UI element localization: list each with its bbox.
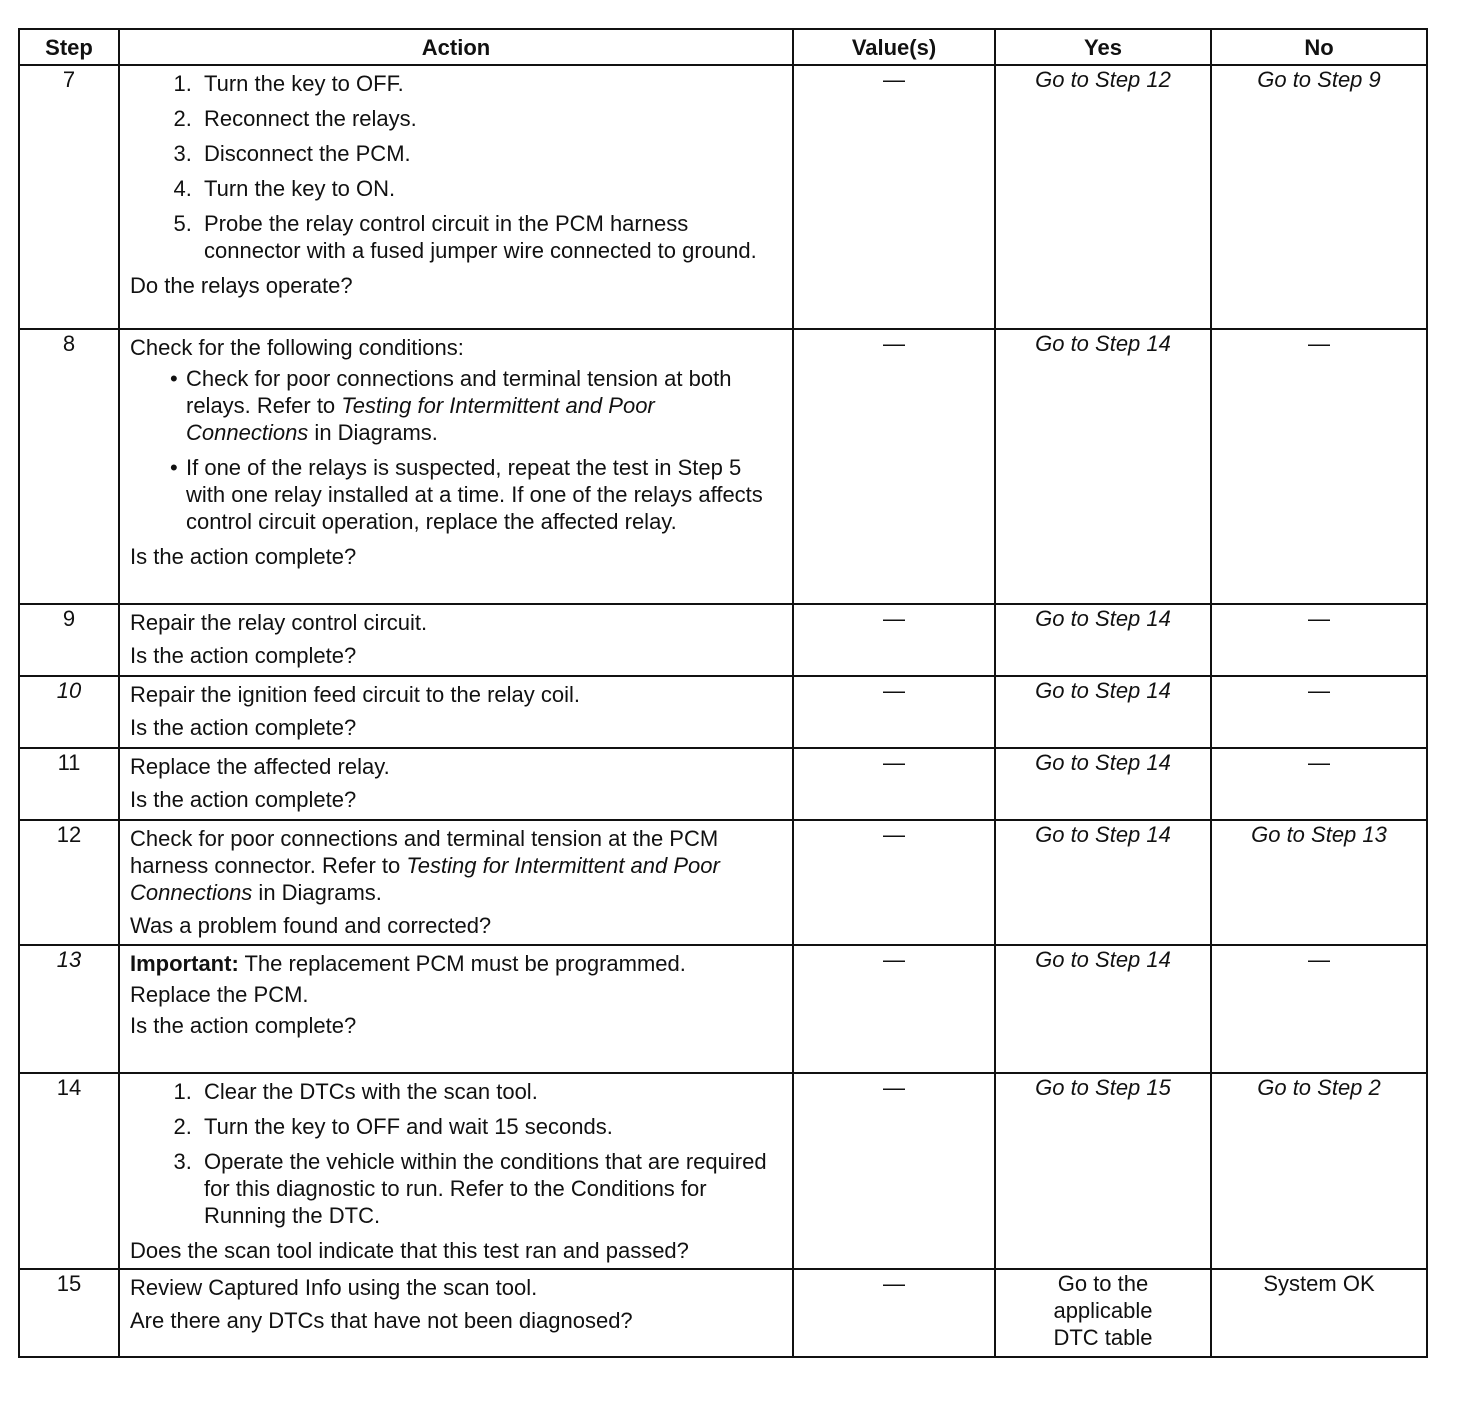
action-cell	[119, 1269, 793, 1357]
yes-cell: Go to Step 14	[995, 820, 1211, 945]
numbered-list	[130, 1078, 782, 1229]
list-item: 2. Turn the key to OFF and wait 15 seconds.	[198, 1113, 782, 1140]
list-item: 1. Turn the key to OFF.	[198, 70, 782, 97]
numbered-list	[130, 70, 782, 264]
step-number: 11	[19, 748, 119, 820]
header-row	[19, 29, 1427, 65]
no-cell: —	[1211, 676, 1427, 748]
table-row-step-13	[19, 945, 1427, 1073]
table-row-step-15	[19, 1269, 1427, 1357]
action-text: Replace the affected relay.	[130, 754, 390, 779]
list-item: 3. Operate the vehicle within the conditions that are required for this diagnostic to run. Refer to the Conditions for Running the DTC.	[198, 1148, 782, 1229]
action-text: Review Captured Info using the scan tool.	[130, 1275, 538, 1300]
list-item: 1. Clear the DTCs with the scan tool.	[198, 1078, 782, 1105]
question: Does the scan tool indicate that this test ran and passed?	[130, 1238, 689, 1263]
yes-cell: Go to Step 12	[995, 65, 1211, 329]
yes-cell: Go to Step 14	[995, 676, 1211, 748]
action-text: Check for poor connections and terminal tension at the PCM harness connector. Refer to Testing for Intermittent and Poor Connections in Diagrams.	[130, 826, 720, 905]
action-cell	[119, 748, 793, 820]
action-cell	[119, 676, 793, 748]
table-row-step-10	[19, 676, 1427, 748]
action-cell	[119, 604, 793, 676]
list-item: 5. Probe the relay control circuit in the PCM harness connector with a fused jumper wire connected to ground.	[198, 210, 782, 264]
value-cell: —	[793, 1073, 995, 1269]
question: Do the relays operate?	[130, 273, 353, 298]
list-item: 3. Disconnect the PCM.	[198, 140, 782, 167]
yes-cell: Go to Step 15	[995, 1073, 1211, 1269]
value-cell: —	[793, 604, 995, 676]
value-cell: —	[793, 945, 995, 1073]
value-cell: —	[793, 1269, 995, 1357]
question: Are there any DTCs that have not been diagnosed?	[130, 1308, 633, 1333]
question: Is the action complete?	[130, 643, 357, 668]
yes-cell: Go to Step 14	[995, 945, 1211, 1073]
action-cell	[119, 820, 793, 945]
action-cell	[119, 1073, 793, 1269]
table-row-step-12	[19, 820, 1427, 945]
bullet-list	[130, 365, 782, 535]
table-row-step-9	[19, 604, 1427, 676]
question: Is the action complete?	[130, 715, 357, 740]
action-text: Repair the ignition feed circuit to the relay coil.	[130, 682, 581, 707]
header-no: No	[1211, 29, 1427, 65]
important-note: Important: The replacement PCM must be programmed.	[130, 951, 686, 976]
diagnostic-table	[18, 28, 1428, 1358]
list-item: 2. Reconnect the relays.	[198, 105, 782, 132]
no-cell: —	[1211, 604, 1427, 676]
list-item: 4. Turn the key to ON.	[198, 175, 782, 202]
no-cell: Go to Step 13	[1211, 820, 1427, 945]
value-cell: —	[793, 329, 995, 604]
header-yes: Yes	[995, 29, 1211, 65]
yes-cell: Go to Step 14	[995, 748, 1211, 820]
action-text: Replace the PCM.	[130, 982, 309, 1007]
intro-text: Check for the following conditions:	[130, 335, 464, 360]
action-cell	[119, 945, 793, 1073]
yes-cell: Go to Step 14	[995, 604, 1211, 676]
step-number: 9	[19, 604, 119, 676]
step-number: 10	[19, 676, 119, 748]
header-action: Action	[119, 29, 793, 65]
no-cell: —	[1211, 329, 1427, 604]
no-cell: System OK	[1211, 1269, 1427, 1357]
list-item: • Check for poor connections and terminal tension at both relays. Refer to Testing for Intermittent and Poor Connections in Diagrams.	[186, 365, 782, 446]
table-row-step-11	[19, 748, 1427, 820]
yes-cell: Go to Step 14	[995, 329, 1211, 604]
header-values: Value(s)	[793, 29, 995, 65]
header-step: Step	[19, 29, 119, 65]
no-cell: Go to Step 2	[1211, 1073, 1427, 1269]
step-number: 7	[19, 65, 119, 329]
step-number: 15	[19, 1269, 119, 1357]
action-cell	[119, 65, 793, 329]
table-row-step-14	[19, 1073, 1427, 1269]
question: Is the action complete?	[130, 1013, 357, 1038]
step-number: 8	[19, 329, 119, 604]
value-cell: —	[793, 820, 995, 945]
list-item: • If one of the relays is suspected, repeat the test in Step 5 with one relay installed at a time. If one of the relays affects control circuit operation, replace the affected relay.	[186, 454, 782, 535]
step-number: 12	[19, 820, 119, 945]
question: Is the action complete?	[130, 544, 357, 569]
step-number: 14	[19, 1073, 119, 1269]
value-cell: —	[793, 65, 995, 329]
table-row-step-7	[19, 65, 1427, 329]
step-number: 13	[19, 945, 119, 1073]
table-row-step-8	[19, 329, 1427, 604]
action-cell	[119, 329, 793, 604]
yes-cell: Go to the applicable DTC table	[995, 1269, 1211, 1357]
action-text: Repair the relay control circuit.	[130, 610, 428, 635]
question: Is the action complete?	[130, 787, 357, 812]
no-cell: —	[1211, 748, 1427, 820]
no-cell: Go to Step 9	[1211, 65, 1427, 329]
value-cell: —	[793, 676, 995, 748]
question: Was a problem found and corrected?	[130, 913, 492, 938]
no-cell: —	[1211, 945, 1427, 1073]
value-cell: —	[793, 748, 995, 820]
